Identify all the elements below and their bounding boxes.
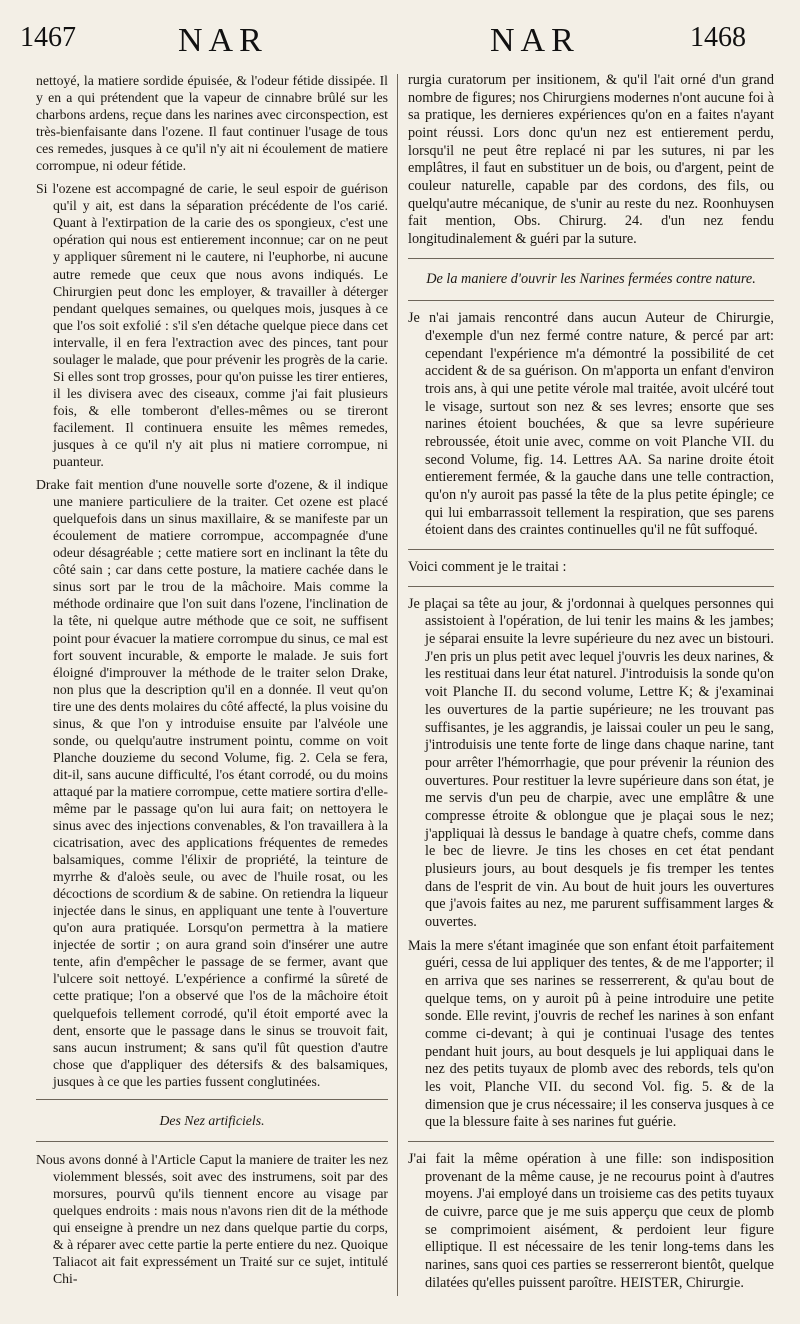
column-divider (397, 74, 398, 1296)
section-rule (408, 258, 774, 259)
paragraph: Nous avons donné à l'Article Caput la maniere de traiter les nez violemment blessés, soit avec des instrumens, soit par des morsures, pourvû qu'ils tiennent encore au visage par quelques endroits : mais nous n'avons rien dit de la méthode qui enseigne à prendre un nez dans quelque partie du corps, & à réparer avec cette partie la perte entiere du nez. Quoique Taliacot ait fait expressément un Traité sur ce sujet, intitulé Chi- (36, 1151, 388, 1287)
section-heading: De la maniere d'ouvrir les Narines fermées contre nature. (426, 270, 756, 287)
section-rule (36, 1141, 388, 1142)
section-rule (408, 586, 774, 587)
paragraph: Mais la mere s'étant imaginée que son enfant étoit parfaitement guéri, cessa de lui appliquer des tentes, & de me l'apporter; il en arriva que ses narines se resserrerent, & qu'au bout de quelque tems, on y auroit pû à peine introduire une petite sonde. Elle revint, j'ouvris de rechef les narines à son enfant comme ci-devant; à qui je continuai l'usage des tentes pendant huit jours, au bout desquels je lui appliquai dans le nez des petits tuyaux de plomb avec des rebords, tels qu'on les voit, Planche VII. du second Vol. fig. 5. & de la dimension que je crus nécessaire; il les conserva jusques à ce que la blessure faite à ses narines fut guérie. (408, 937, 774, 1131)
right-column (408, 72, 774, 1298)
paragraph: Je plaçai sa tête au jour, & j'ordonnai à quelques personnes qui assistoient à l'opération, de lui tenir les mains & les jambes; je séparai ensuite la levre supérieure du nez avec un bistouri. J'en pris un plus petit avec lequel j'ouvris les deux narines, & les restituai dans leur état naturel. J'introduisis la sonde qu'on voit Planche II. du second volume, Lettre K; & j'examinai les ouvertures de la partie supérieure; ne les trouvant pas suffisantes, je les aggrandis, je laissai couler un peu le sang, j'introduisis une tente forte de linge dans chaque narine, tant pour arrêter l'hémorrhagie, que pour prévenir la réunion des ouvertures. Pour restituer la levre supérieure dans son état, je me servis d'un peu de charpie, avec une emplâtre & une compresse étroite & oblongue que je plaçai sous le nez; j'appliquai là dessus le bandage à quatre chefs, comme dans le bec de lievre. Je tins les choses en cet état pendant plusieurs jours, au bout desquels je fis tremper les tentes dans de l'esprit de vin. Au bout de huit jours les ouvertures que j'avois faites au nez, me parurent suffisamment larges & ouvertes. (408, 595, 774, 930)
paragraph: Drake fait mention d'une nouvelle sorte d'ozene, & il indique une maniere particuliere de la traiter. Cet ozene est placé quelquefois dans un sinus maxillaire, & se manifeste par un écoulement de matiere corrompue, accompagnée d'une odeur désagréable ; cette matiere sort en inclinant la tête du côté sain ; car dans cette posture, la matiere cachée dans le sinus sort par le trou de la mâchoire. Mais comme la méthode ordinaire que l'on suit dans l'ozene, l'inclination de la tête, ni quelque autre méthode que ce soit, ne suffisent point pour évacuer la matiere corrompue du sinus, ce mal est fort souvent incurable, & emporte le malade. Je suis fort éloigné d'improuver la méthode de le traiter selon Drake, non plus que la description qu'il en a donnée. Il veut qu'on tire une des dents molaires du côté affecté, la plus voisine du sinus, & que l'on y introduise ensuite par l'alvéole une sonde, ou quelqu'autre instrument pointu, comme on voit Planche douzieme du second Volume, fig. 2. Cela se fera, dit-il, sans aucune difficulté, l'os étant corrodé, ou du moins attaqué par la matiere corrompue, cette matiere sortira d'elle-même par le passage qu'on lui aura fait; on nettoyera le sinus avec des injections convenables, & l'on travaillera à la cicatrisation, avec des applications fréquentes de remedes balsamiques, comme l'élixir de propriété, la teinture de myrrhe & d'aloès seule, ou avec de l'huile rosat, ou les décoctions de scordium & de sabine. On retiendra la liqueur injectée dans le sinus, en appliquant une tente à l'ouverture qu'on aura pratiquée. Lorsqu'on permettra à la matiere injectée de sortir ; on aura grand soin d'insérer une autre tente, afin d'empêcher le passage de se fermer, avant que l'ulcere soit nettoyé. L'expérience a confirmé la sûreté de cette pratique; l'on a observé que l'os de la mâchoire étoit quelquefois tellement corrodé, qu'il étoit emporté avec la dent, ensorte que le passage dans le sinus se trouvoit fait, sans aucun instrument; & sans qu'il fût question d'autre chose que d'appliquer des détersifs & des balsamiques, jusques à ce que les parties fussent conglutinées. (36, 477, 388, 1089)
paragraph: nettoyé, la matiere sordide épuisée, & l'odeur fétide dissipée. Il y en a qui prétendent que la vapeur de cinnabre brûlé sur les charbons ardens, reçue dans les narines avec circonspection, est très-bienfaisante dans l'ozene. Il faut continuer l'usage de tous ces remedes, jusques à ce qu'il n'y ait ni écoulement de matiere corrompue, ni odeur fétide. (36, 73, 388, 174)
page-header (0, 22, 800, 72)
page-number-left: 1467 (20, 22, 76, 53)
section-heading: Des Nez artificiels. (159, 1112, 265, 1128)
paragraph: Je n'ai jamais rencontré dans aucun Auteur de Chirurgie, d'exemple d'un nez fermé contre nature, & percé par art: cependant l'expérience m'a démontré la possibilité de cet accident & de sa guérison. On m'apporta un enfant d'environ trois ans, à qui une petite vérole mal traitée, avoit ulcéré tout le visage, surtout son nez & ses levres; ensorte que ses narines étoient bouchées, & que sa levre supérieure rebroussée, étoit unie avec, comme on voit Planche VII. du second Volume, fig. 14. Lettres AA. Sa narine droite étoit entierement fermée, & la gauche dans une telle contraction, qu'on n'y auroit pas passé la tête de la plus petite épingle; ce qui lui embarrassoit tellement la respiration, que ses parens étoient dans des craintes continuelles qu'il ne fût suffoqué. (408, 310, 774, 539)
paragraph: J'ai fait la même opération à une fille: son indisposition provenant de la même cause, je ne recourus point à d'autres moyens. J'ai employé dans un troisieme cas des petits tuyaux de cuivre, parce que je me suis apperçu que ceux de plomb se comprimoient aisément, & perdoient leur figure elliptique. Il est nécessaire de les tenir long-tems dans les narines, sans quoi ces parties se resserreront bientôt, quelque dilatées qu'elles puissent paroître. HEISTER, Chirurgie. (408, 1150, 774, 1291)
lead-line: Voici comment je le traitai : (408, 559, 567, 576)
page-number-right: 1468 (690, 22, 746, 53)
section-rule (408, 300, 774, 301)
paragraph: rurgia curatorum per insitionem, & qu'il l'ait orné d'un grand nombre de figures; nos Chirurgiens modernes n'ont aucune foi à sa pratique, les dernieres expériences qu'on en a faites n'ayant point réussi. Lors donc qu'un nez est entierement perdu, lorsqu'il ne peut être replacé ni par les sutures, ni par les emplâtres, il faut en substituer un de bois, ou d'argent, peint de couleur naturelle, capable par des cordons, des fils, ou quelqu'autre mécanique, de s'unir au reste du nez. Roonhuysen fait mention, Obs. Chirurg. 24. d'un nez fendu longitudinalement & guéri par la suture. (408, 72, 774, 248)
running-headword-left: NAR (178, 22, 268, 59)
section-rule (408, 1141, 774, 1142)
running-headword-right: NAR (490, 22, 580, 59)
paragraph: Si l'ozene est accompagné de carie, le seul espoir de guérison qu'il y ait, est dans la séparation précédente de l'os carié. Quant à l'extirpation de la carie des os spongieux, c'est une opération qui nous est entierement inconnue; car on ne peut y appliquer sûrement ni le cautere, ni l'euphorbe, ni aucune autre remede que ceux que nous avons indiqués. Le Chirurgien peut donc les employer, & travailler à déterger pendant quelques semaines, ou quelques mois, jusques à ce que l'os soit exfolié : s'il s'en détache quelque piece dans cet intervalle, il en fera l'extraction avec des pinces, tant pour soulager le malade, que pour prévenir les progrès de la carie. Si elles sont trop grosses, pour qu'on puisse les tirer entieres, il les divisera avec des ciseaux, comme j'ai fait plusieurs fois, & elle tomberont d'elles-mêmes ou se tireront facilement. Il continuera ensuite les mêmes remedes, jusques à ce qu'il n'y ait plus ni matiere corrompue, ni puanteur. (36, 181, 388, 470)
section-rule (36, 1099, 388, 1100)
left-column (36, 72, 388, 1293)
section-rule (408, 549, 774, 550)
